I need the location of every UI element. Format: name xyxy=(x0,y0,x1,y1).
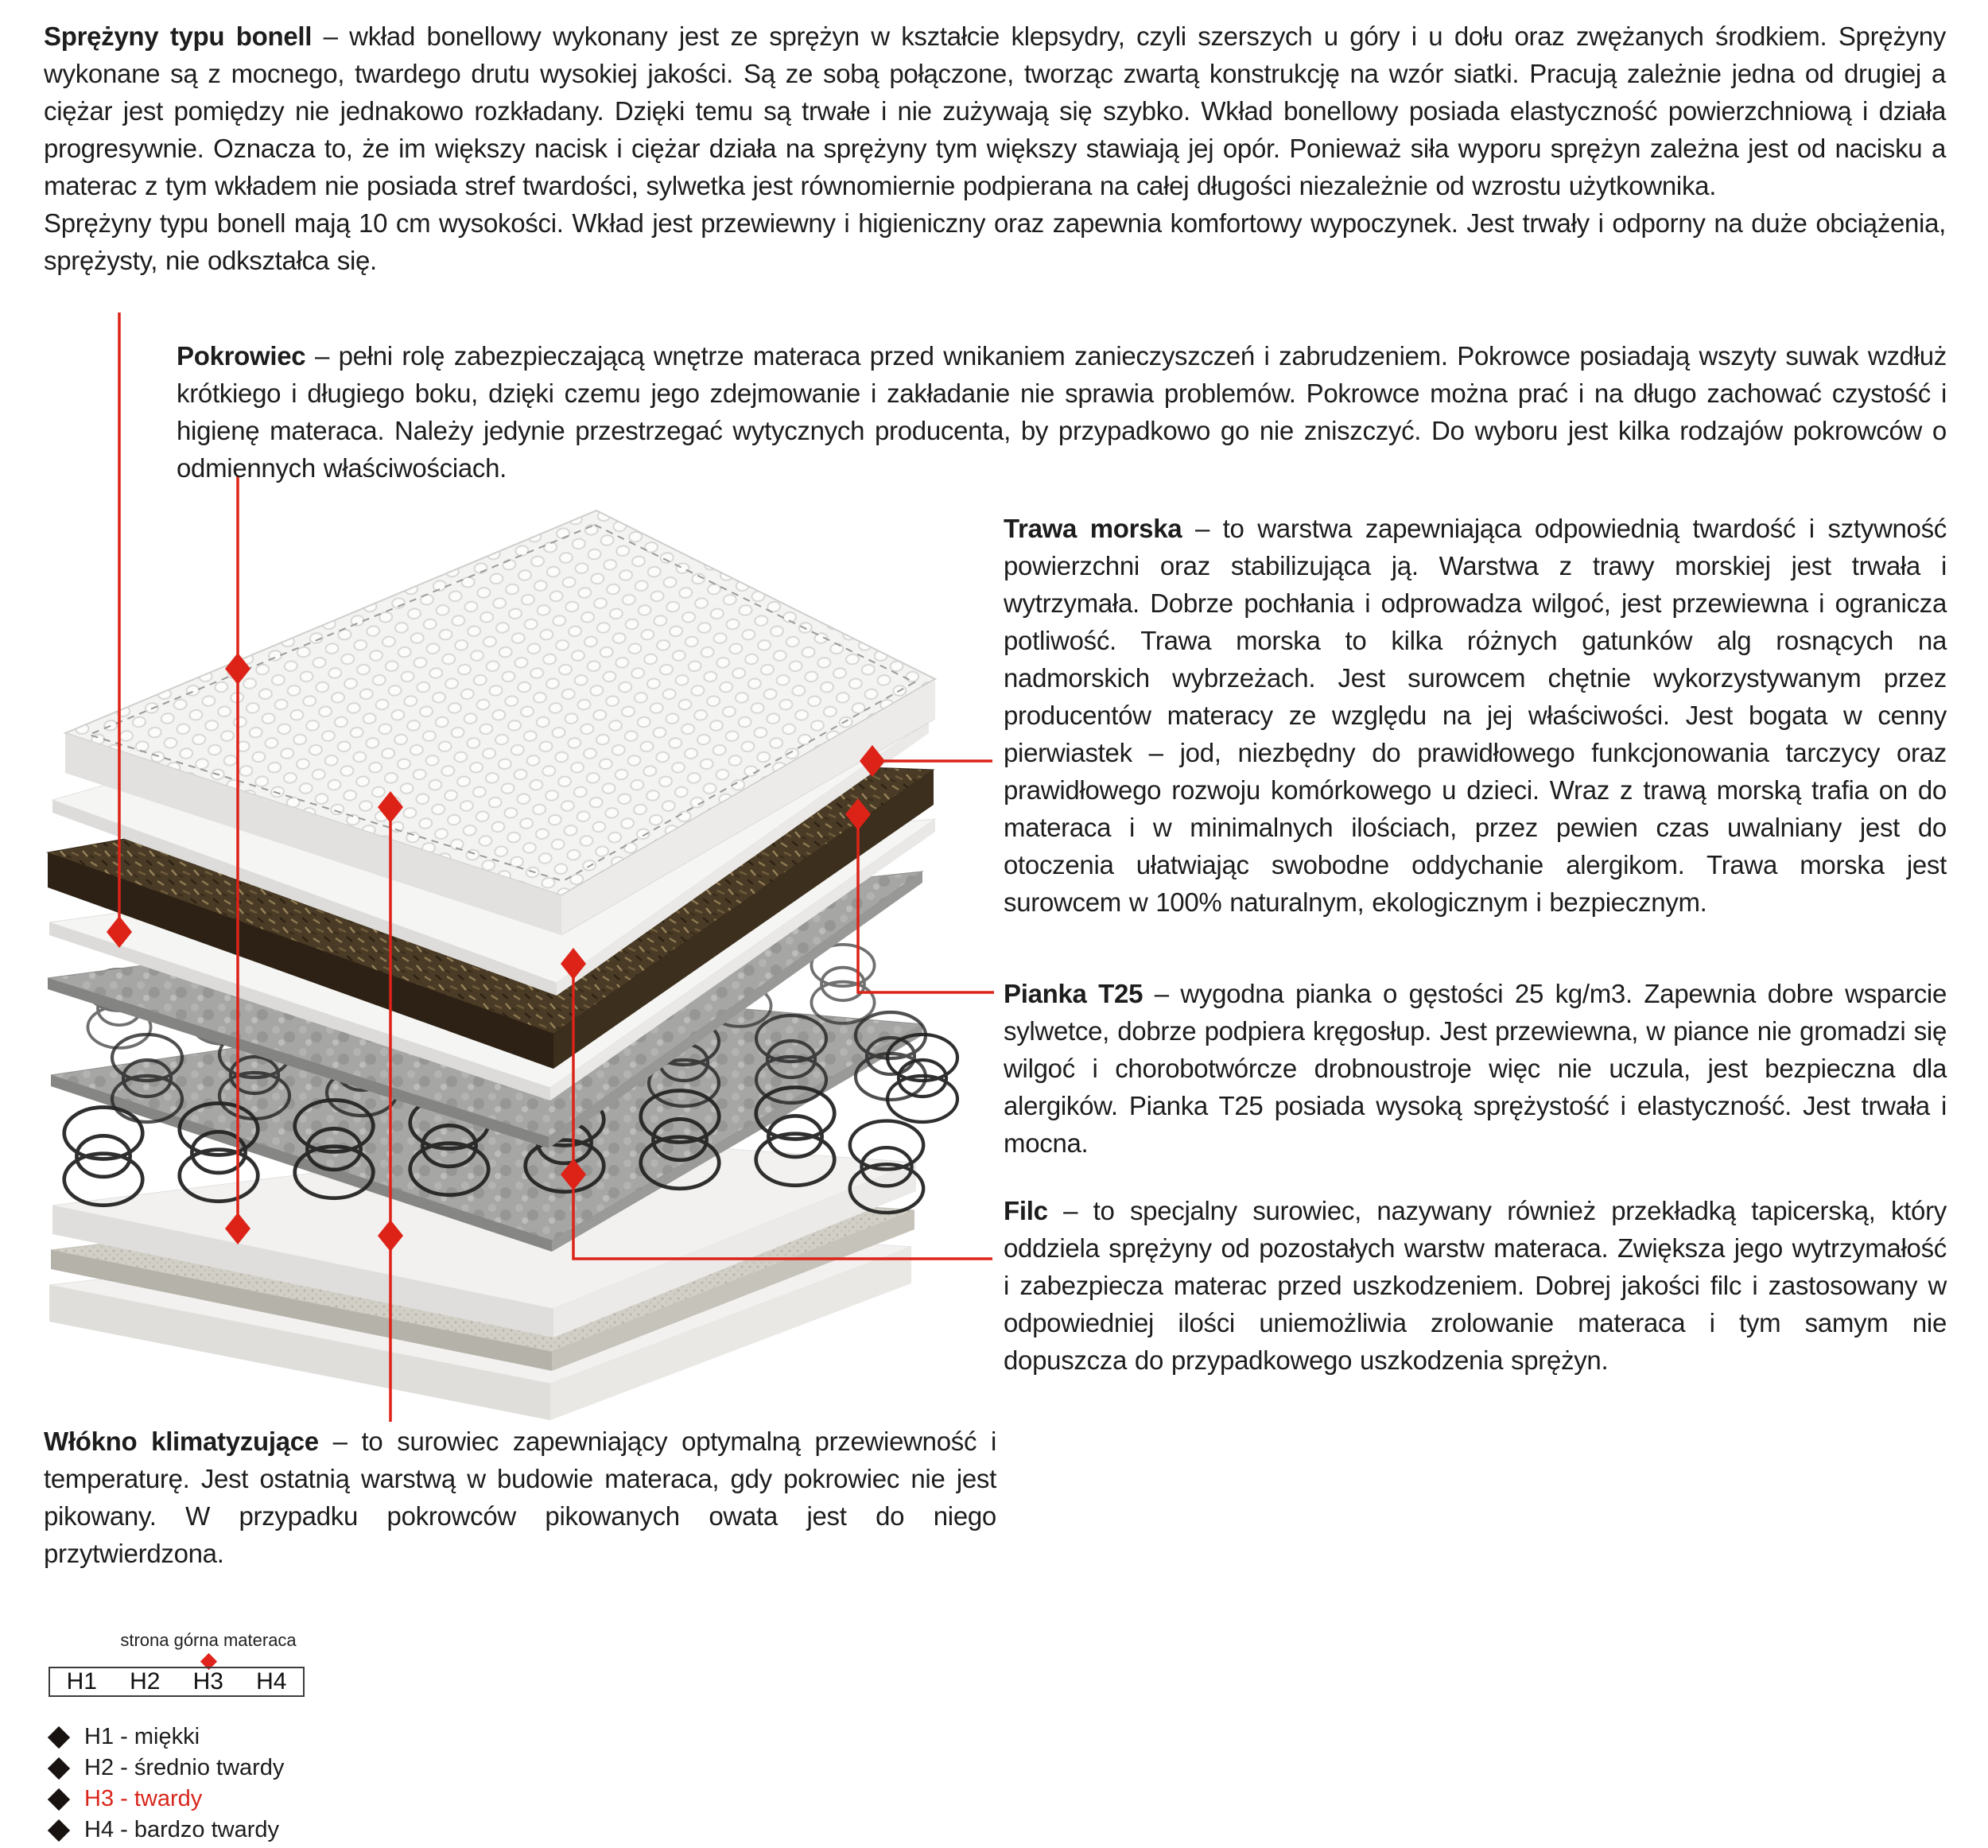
section-trawa xyxy=(1004,510,1947,921)
wlokno-body: – to surowiec zapewniający optymalną przewiewność i temperaturę. Jest ostatnią warstwą w budowie materaca, gdy pokrowiec nie jest pikowany. W przypadku pokrowców pikowanych owata jest do niego przytwierdzona. xyxy=(44,1427,996,1568)
legend-row: H2 - średnio twardy xyxy=(49,1753,284,1784)
wlokno-heading: Włókno klimatyzujące xyxy=(44,1427,319,1456)
legend-row: H4 - bardzo twardy xyxy=(49,1815,284,1846)
hardness-label: strona górna materaca xyxy=(120,1630,297,1650)
hardness-cell-h2: H2 xyxy=(130,1668,161,1695)
bonell-heading: Sprężyny typu bonell xyxy=(44,21,313,51)
line-filc xyxy=(573,964,992,1259)
filc-heading: Filc xyxy=(1004,1196,1048,1225)
hardness-cell-h4: H4 xyxy=(256,1668,287,1695)
marker-cover-bottom-icon xyxy=(225,1213,250,1244)
layer-felt-upper xyxy=(48,872,922,1148)
marker-fiber-bottom-icon xyxy=(378,1220,403,1252)
diamond-icon xyxy=(48,1757,70,1779)
layer-seagrass xyxy=(48,757,934,1069)
marker-seagrass-icon xyxy=(860,745,885,777)
layer-foam-sheet-upper xyxy=(52,646,929,996)
section-wlokno xyxy=(44,1423,996,1572)
legend-row-selected: H3 - twardy xyxy=(49,1784,284,1815)
layer-bonell-springs xyxy=(64,885,957,1213)
layer-foam-sheet-lower xyxy=(49,819,935,1101)
layer-foam-bottom xyxy=(52,1139,916,1337)
diamond-icon xyxy=(48,1788,70,1810)
hardness-legend xyxy=(49,1722,284,1846)
trawa-heading: Trawa morska xyxy=(1004,514,1182,543)
pianka-body: – wygodna pianka o gęstości 25 kg/m3. Zapewnia dobre wsparcie sylwetce, dobrze podpiera kręgosłup. Jest przewiewna, w piance nie gromadzi się wilgoć i chorobotwórcze drobnoustroje więc nie uczula, jest bezpieczna dla alergików. Pianka T25 posiada wysoką sprężystość i elastyczność. Jest trwała i mocna. xyxy=(1004,979,1947,1158)
marker-springs-icon xyxy=(107,916,132,948)
marker-foam-icon xyxy=(845,798,871,830)
hardness-cell-h3: H3 xyxy=(192,1668,223,1695)
section-pianka xyxy=(1004,975,1947,1162)
section-bonell xyxy=(44,17,1946,279)
legend-row: H1 - miękki xyxy=(49,1722,284,1753)
marker-fiber-top-icon xyxy=(378,791,403,823)
marker-felt-lower-icon xyxy=(561,1159,586,1190)
filc-body: – to specjalny surowiec, nazywany również przekładką tapicerską, który oddziela sprężyny od pozostałych warstw materaca. Zwiększa jego wytrzymałość i zabezpiecza materac przed uszkodzeniem. Dobrej jakości filc i zastosowany w odpowiedniej ilości uniemożliwia zrolowanie materaca i tym samym nie dopuszcza do przypadkowego uszkodzenia sprężyn. xyxy=(1004,1196,1947,1375)
trawa-body: – to warstwa zapewniająca odpowiednią twardość i sztywność powierzchni oraz stabilizująca ją. Warstwa z trawy morskiej jest trwała i wytrzymała. Dobrze pochłania i odprowadza wilgoć, jest przewiewna i ogranicza potliwość. Trawa morska to kilka różnych gatunków alg rosnących na nadmorskich wybrzeżach. Jest surowcem chętnie wykorzystywanym przez producentów materacy ze względu na jej właściwości. Jest bogata w cenny pierwiastek – jod, niezbędny do prawidłowego funkcjonowania tarczycy oraz prawidłowego rozwoju komórkowego u dzieci. Wraz z trawą morską trafia on do materaca i w minimalnych ilościach, przez pewien czas uwalniany jest do otoczenia ułatwiając swobodne oddychanie alergikom. Trawa morska jest surowcem w 100% naturalnym, ekologicznym i bezpiecznym. xyxy=(1004,514,1947,917)
pianka-heading: Pianka T25 xyxy=(1004,979,1143,1008)
layer-quilted-cover xyxy=(65,511,935,935)
layer-felt-lower xyxy=(51,996,922,1252)
diamond-icon xyxy=(48,1726,70,1748)
section-pokrowiec xyxy=(177,337,1947,487)
layer-bottom-slab xyxy=(49,1225,911,1420)
section-filc xyxy=(1004,1192,1947,1379)
annotation-markers xyxy=(107,653,885,1252)
bonell-body: – wkład bonellowy wykonany jest ze sprężyn w kształcie klepsydry, czyli szerszych u góry i u dołu oraz zwężanych środkiem. Sprężyny wykonane są z mocnego, twardego drutu wysokiej jakości. Są ze sobą połączone, tworząc zwartą konstrukcję na wzór siatki. Pracują zależnie jedna od drugiej a ciężar jest pomiędzy nie jednakowo rozkładany. Dzięki temu są trwałe i nie zużywają się szybko. Wkład bonellowy posiada elastyczność powierzchniową i działa progresywnie. Oznacza to, że im większy nacisk i ciężar działa na sprężyny tym większy stawiają jej opór. Ponieważ siła wyporu sprężyn zależna jest od nacisku a materac z tym wkładem nie posiada stref twardości, sylwetka jest równomiernie podpierana na całej długości niezależnie od wzrostu użytkownika. xyxy=(44,21,1946,200)
hardness-scale-table xyxy=(49,1667,305,1697)
bonell-body2: Sprężyny typu bonell mają 10 cm wysokości. Wkład jest przewiewny i higieniczny oraz zapewnia komfortowy wypoczynek. Jest trwały i odporny na duże obciążenia, sprężysty, nie odkształca się. xyxy=(44,208,1946,275)
hardness-cell-h1: H1 xyxy=(66,1668,97,1695)
pokrowiec-body: – pełni rolę zabezpieczającą wnętrze materaca przed wnikaniem zanieczyszczeń i zabrudzeniem. Pokrowce posiadają wszyty suwak wzdłuż krótkiego i długiego boku, dzięki czemu jego zdejmowanie i zakładanie nie sprawia problemów. Pokrowce można prać i na długo zachować czystość i higienę materaca. Należy jedynie przestrzegać wytycznych producenta, by przypadkowo go nie zniszczyć. Do wyboru jest kilka rodzajów pokrowców o odmiennych właściwościach. xyxy=(177,341,1947,483)
pokrowiec-heading: Pokrowiec xyxy=(177,341,306,371)
line-pianka xyxy=(858,824,994,992)
diamond-icon xyxy=(48,1819,70,1841)
layer-climate-fiber-bottom xyxy=(51,1186,914,1371)
marker-felt-upper-icon xyxy=(561,948,586,980)
marker-cover-top-icon xyxy=(225,653,250,685)
